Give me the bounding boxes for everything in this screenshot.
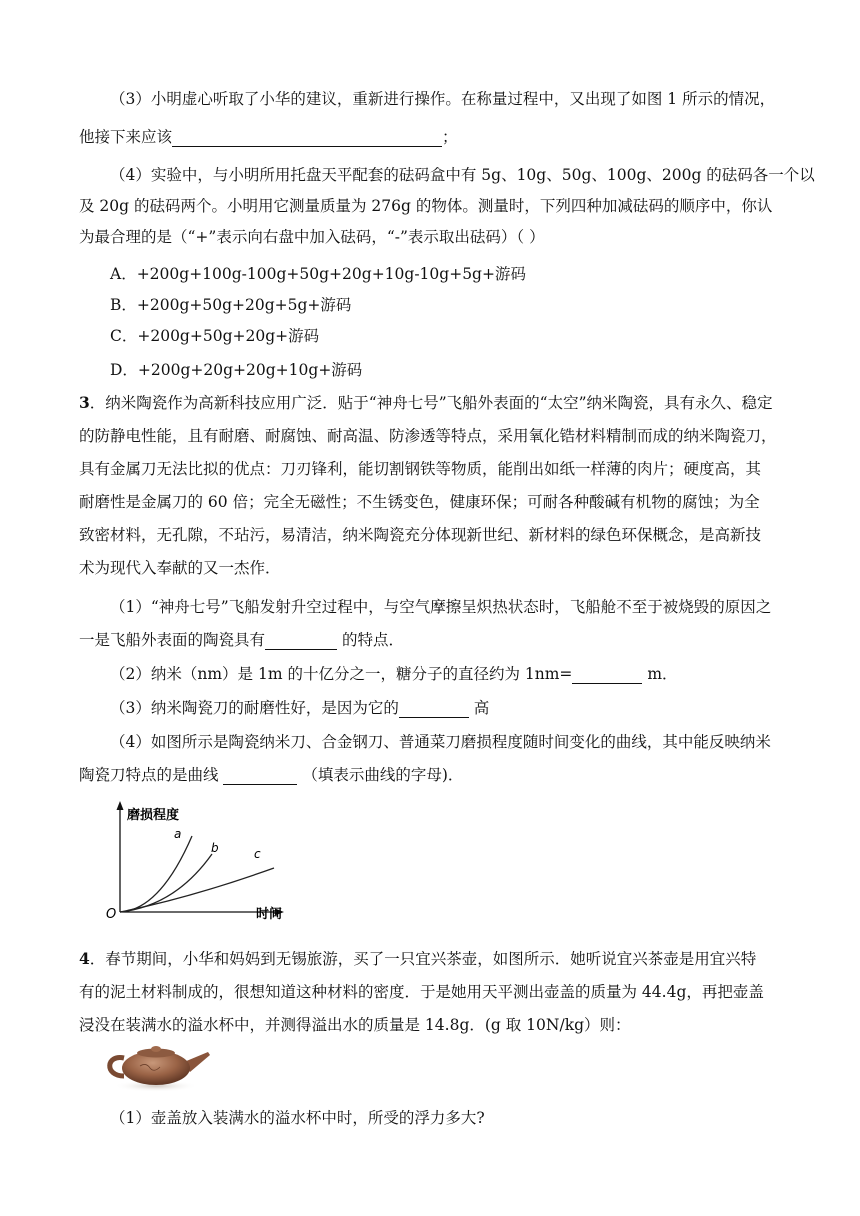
origin-label: O	[106, 907, 117, 922]
q3-sub4-end: （填表示曲线的字母)．	[297, 766, 464, 784]
q3-sub2-end: m．	[642, 665, 678, 683]
y-axis-label: 磨损程度	[127, 808, 180, 823]
q3-line6: 术为现代入奉献的又一杰作．	[79, 559, 281, 577]
q4-line1	[79, 949, 756, 969]
curve-b-label: b	[211, 841, 219, 855]
curve-c	[120, 868, 274, 912]
q3-line3: 具有金属刀无法比拟的优点：刀刃锋利，能切割钢铁等物质，能削出如纸一样薄的肉片；硬度高，其	[79, 460, 762, 478]
q3-line2: 的防静电性能，且有耐磨、耐腐蚀、耐高温、防渗透等特点，采用氧化锆材料精制而成的纳米陶瓷刀，	[79, 427, 777, 445]
curve-c-label: c	[254, 847, 261, 861]
q4-text: ．春节期间，小华和妈妈到无锡旅游，买了一只宜兴茶壶，如图所示．她听说宜兴茶壶是用宜兴特	[89, 950, 757, 968]
curve-a	[120, 836, 192, 912]
q3-sub3-text: （3）纳米陶瓷刀的耐磨性好，是因为它的	[110, 699, 399, 717]
option-d: D．+200g+20g+20g+10g+游码	[110, 361, 363, 379]
q3-sub1-end: 的特点．	[337, 631, 404, 649]
answer-blank-q3-1[interactable]	[265, 633, 337, 650]
q3-sub1-line2	[79, 630, 404, 650]
q3-sub4-text: 陶瓷刀特点的是曲线	[79, 766, 224, 784]
q3-text: ．纳米陶瓷作为高新科技应用广泛．贴于“神舟七号”飞船外表面的“太空”纳米陶瓷，具有永久、稳定	[89, 394, 773, 412]
wear-curve-figure	[100, 798, 300, 926]
q4-line3: 浸没在装满水的溢水杯中，并测得溢出水的质量是 14.8g．(g 取 10N/kg）则：	[79, 1016, 631, 1034]
q3-line5: 致密材料，无孔隙，不玷污，易清洁，纳米陶瓷充分体现新世纪、新材料的绿色环保概念，是高新技	[79, 526, 762, 544]
option-c: C．+200g+50g+20g+游码	[110, 327, 320, 345]
option-a: A．+200g+100g-100g+50g+20g+10g-10g+5g+游码	[110, 265, 526, 283]
q3-sub3	[110, 698, 489, 718]
q2-part3-end: ；	[442, 128, 458, 146]
q2-part4-line2: 及 20g 的砝码两个。小明用它测量质量为 276g 的物体。测量时，下列四种加减砝码的顺序中，你认	[79, 197, 773, 215]
option-b: B．+200g+50g+20g+5g+游码	[110, 296, 352, 314]
q2-part4-line1: （4）实验中，与小明所用托盘天平配套的砝码盒中有 5g、10g、50g、100g、200g 的砝码各一个以	[110, 166, 815, 184]
q4-sub1: （1）壶盖放入装满水的溢水杯中时，所受的浮力多大?	[110, 1109, 485, 1127]
q3-line1	[79, 393, 773, 413]
q3-number: 3	[79, 393, 90, 412]
q3-sub2-text: （2）纳米（nm）是 1m 的十亿分之一，糖分子的直径约为 1nm=	[110, 665, 573, 683]
x-axis-label: 时间	[256, 907, 283, 922]
q3-sub2	[110, 664, 678, 684]
curve-a-label: a	[174, 827, 182, 841]
q4-number: 4	[79, 949, 90, 968]
q3-sub4-line1: （4）如图所示是陶瓷纳米刀、合金钢刀、普通菜刀磨损程度随时间变化的曲线，其中能反映纳米	[110, 733, 771, 751]
answer-blank-q3-4[interactable]	[223, 768, 297, 785]
answer-blank-q2-3[interactable]	[172, 130, 442, 147]
q3-line4: 耐磨性是金属刀的 60 倍；完全无磁性；不生锈变色，健康环保；可耐各种酸碱有机物的腐蚀；为全	[79, 493, 760, 511]
answer-blank-q3-2[interactable]	[572, 667, 642, 684]
y-axis-arrow	[117, 801, 124, 810]
answer-blank-q3-3[interactable]	[399, 701, 469, 718]
q3-sub4-line2	[79, 765, 463, 785]
q3-sub3-end: 高	[468, 699, 490, 717]
q3-sub1-line1: （1）“神舟七号”飞船发射升空过程中，与空气摩擦呈炽热状态时，飞船舱不至于被烧毁的原因之	[110, 598, 772, 616]
q4-line2: 有的泥土材料制成的，很想知道这种材料的密度．于是她用天平测出壶盖的质量为 44.4g，再把壶盖	[79, 983, 764, 1001]
q2-part3-text: 他接下来应该	[79, 128, 173, 146]
teapot-image	[100, 1036, 214, 1094]
q2-part3-line1: （3）小明虚心听取了小华的建议，重新进行操作。在称量过程中，又出现了如图 1 所示的情况，	[110, 90, 776, 108]
q3-sub1-text: 一是飞船外表面的陶瓷具有	[79, 631, 266, 649]
q2-part4-line3: 为最合理的是（“+”表示向右盘中加入砝码，“-”表示取出砝码）（ ）	[79, 228, 545, 246]
q2-part3-line2	[79, 127, 458, 147]
